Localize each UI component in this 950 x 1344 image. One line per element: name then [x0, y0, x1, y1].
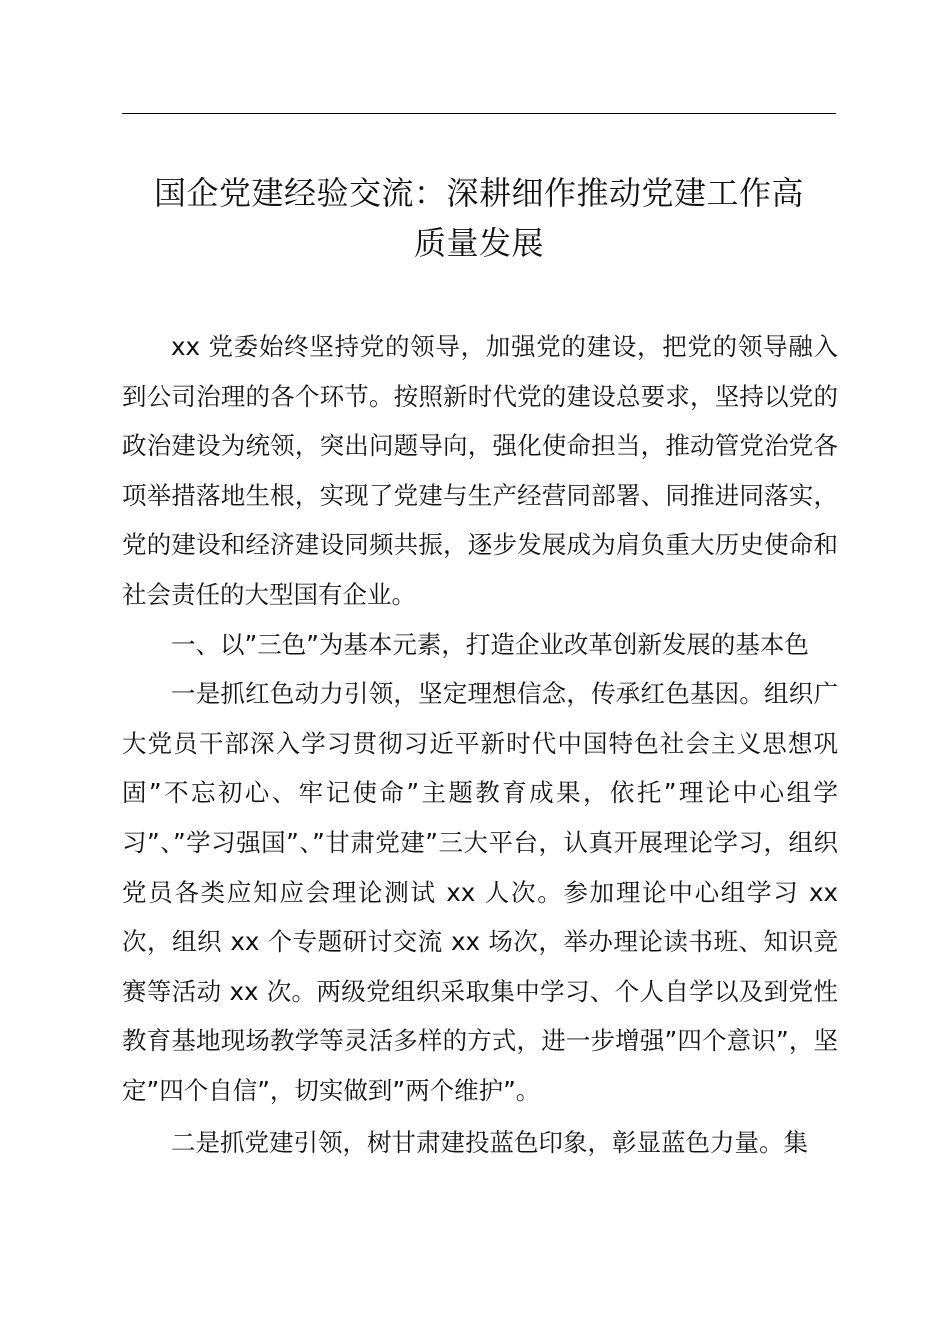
- paragraph-intro: xx 党委始终坚持党的领导，加强党的建设，把党的领导融入到公司治理的各个环节。按照新时代党的建设总要求，坚持以党的政治建设为统领，突出问题导向，强化使命担当，推动管党治党各项举措落地生根，实现了党建与生产经营同部署、同推进同落实，党的建设和经济建设同频共振，逐步发展成为肩负重大历史使命和社会责任的大型国有企业。: [122, 332, 838, 609]
- header-rule: [122, 113, 836, 114]
- document-body: [122, 322, 838, 1167]
- title-line-1: 国企党建经验交流：深耕细作推动党建工作高: [153, 174, 804, 212]
- section-heading-1: 一、以”三色”为基本元素，打造企业改革创新发展的基本色: [171, 629, 809, 659]
- paragraph-red: 一是抓红色动力引领，坚定理想信念，传承红色基因。组织广大党员干部深入学习贯彻习近平新时代中国特色社会主义思想巩固”不忘初心、牢记使命”主题教育成果，依托”理论中心组学习”、”学习强国”、”甘肃党建”三大平台，认真开展理论学习，组织党员各类应知应会理论测试 xx 人次。参加理论中心组学习 xx 次，组织 xx 个专题研讨交流 xx 场次，举办理论读书班、知识竞赛等活动 xx 次。两级党组织采取集中学习、个人自学以及到党性教育基地现场教学等灵活多样的方式，进一步增强”四个意识”，坚定”四个自信”，切实做到”两个维护”。: [122, 679, 838, 1105]
- title-line-2: 质量发展: [413, 224, 544, 262]
- paragraph-blue: 二是抓党建引领，树甘肃建投蓝色印象，彰显蓝色力量。集: [171, 1127, 808, 1157]
- document-title: [110, 168, 848, 268]
